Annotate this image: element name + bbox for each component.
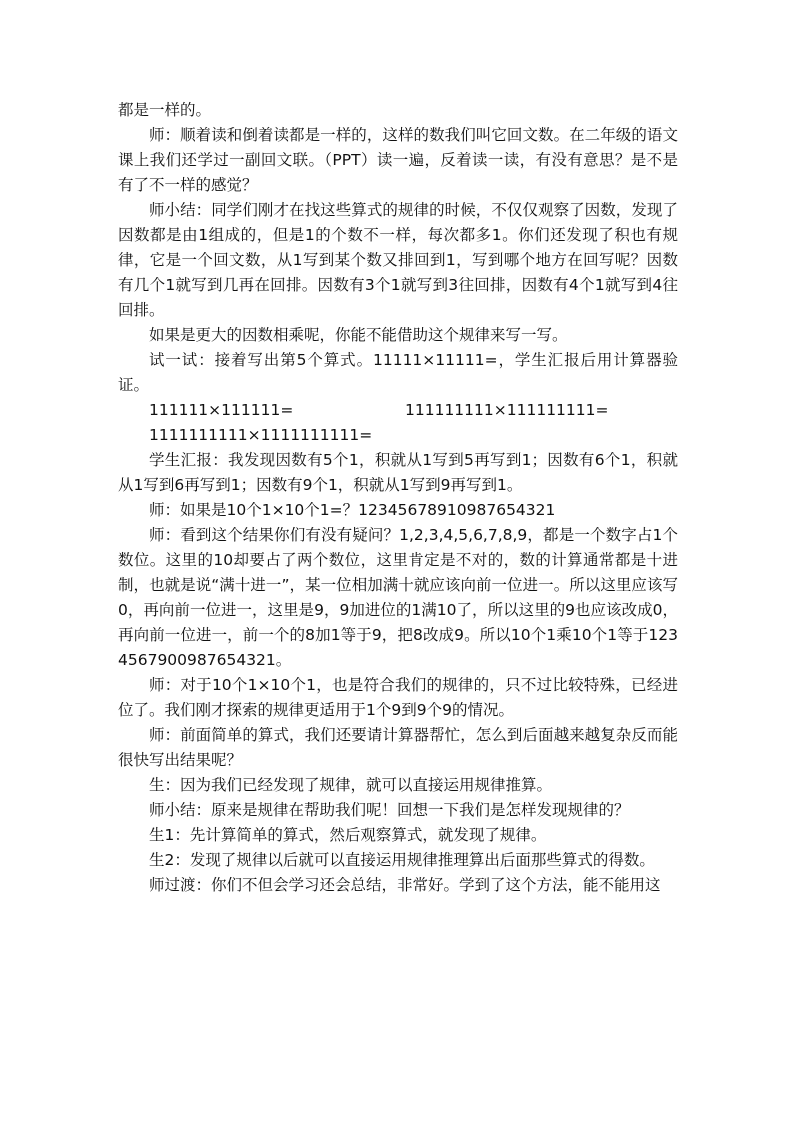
paragraph: 生1：先计算简单的算式，然后观察算式，就发现了规律。 xyxy=(149,826,547,844)
formula-3: 1111111111×1111111111= xyxy=(149,426,373,444)
formula-1: 111111×111111= xyxy=(149,401,294,419)
paragraph-group-bottom xyxy=(118,448,678,898)
paragraph: 如果是更大的因数相乘呢，你能不能借助这个规律来写一写。 xyxy=(149,326,568,344)
paragraph: 师过渡：你们不但会学习还会总结，非常好。学到了这个方法，能不能用这 xyxy=(149,876,661,894)
paragraph-group-top xyxy=(118,98,678,398)
paragraph: 师：前面简单的算式，我们还要请计算器帮忙，怎么到后面越来越复杂反而能很快写出结果呢？ xyxy=(118,726,678,769)
paragraph: 都是一样的。 xyxy=(118,101,212,119)
formula-row xyxy=(118,398,678,423)
formula-2: 111111111×111111111= xyxy=(405,401,609,419)
paragraph: 生2：发现了规律以后就可以直接运用规律推理算出后面那些算式的得数。 xyxy=(149,851,655,869)
paragraph: 学生汇报：我发现因数有5个1，积就从1写到5再写到1；因数有6个1，积就从1写到6再写到1；因数有9个1，积就从1写到9再写到1。 xyxy=(118,451,678,494)
paragraph: 师：看到这个结果你们有没有疑问？1,2,3,4,5,6,7,8,9，都是一个数字占1个数位。这里的10却要占了两个数位，这里肯定是不对的，数的计算通常都是十进制，也就是说“满十进一”，某一位相加满十就应该向前一位进一。所以这里应该写0，再向前一位进一，这里是9，9加进位的1满10了，所以这里的9也应该改成0，再向前一位进一，前一个的8加1等于9，把8改成9。所以10个1乘10个1等于1234567900987654321。 xyxy=(118,526,678,669)
document-page xyxy=(118,98,678,898)
paragraph: 师小结：同学们刚才在找这些算式的规律的时候，不仅仅观察了因数，发现了因数都是由1组成的，但是1的个数不一样，每次都多1。你们还发现了积也有规律，它是一个回文数，从1写到某个数又排回到1，写到哪个地方在回写呢？因数有几个1就写到几再在回排。因数有3个1就写到3往回排，因数有4个1就写到4往回排。 xyxy=(118,201,678,319)
paragraph: 生：因为我们已经发现了规律，就可以直接运用规律推算。 xyxy=(149,776,553,794)
paragraph: 师：对于10个1×10个1，也是符合我们的规律的，只不过比较特殊，已经进位了。我们刚才探索的规律更适用于1个9到9个9的情况。 xyxy=(118,676,678,719)
paragraph: 师小结：原来是规律在帮助我们呢！回想一下我们是怎样发现规律的？ xyxy=(149,801,630,819)
paragraph: 试一试：接着写出第5个算式。11111×11111=，学生汇报后用计算器验证。 xyxy=(118,351,678,394)
paragraph: 师：顺着读和倒着读都是一样的，这样的数我们叫它回文数。在二年级的语文课上我们还学过一副回文联。（PPT）读一遍，反着读一读，有没有意思？是不是有了不一样的感觉？ xyxy=(118,126,678,194)
paragraph: 师：如果是10个1×10个1=？12345678910987654321 xyxy=(149,501,556,519)
